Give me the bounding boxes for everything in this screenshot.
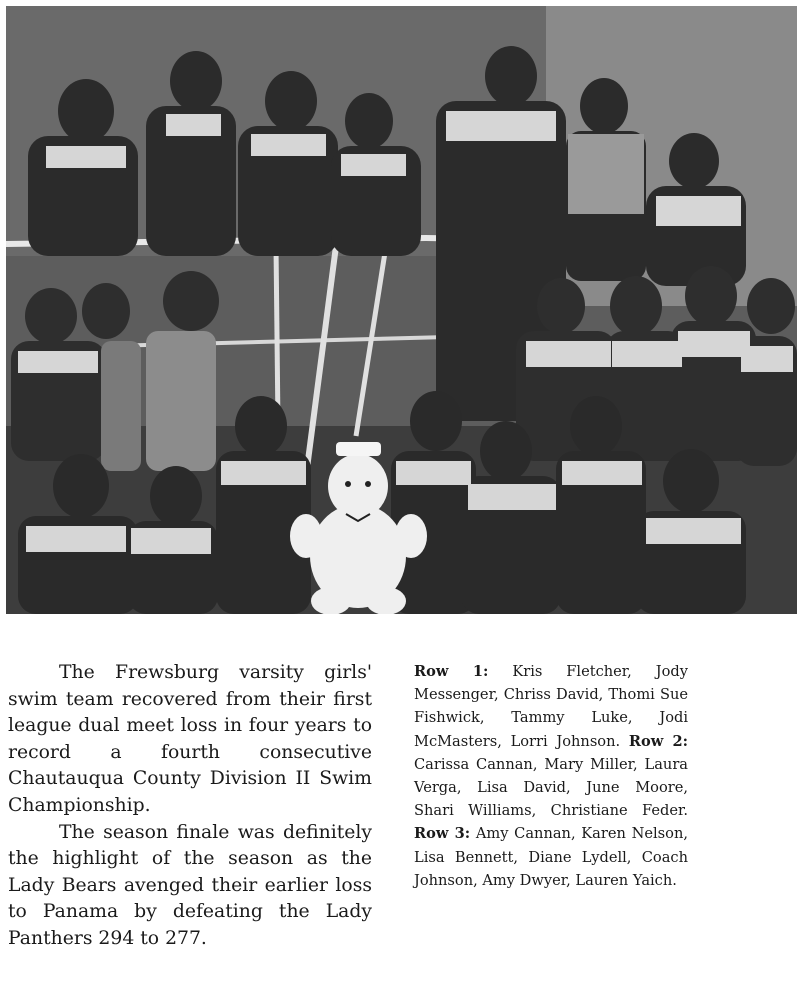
caption-row1-names: Kris Fletcher, Jody Messenger, Chriss David, Thomi Sue Fishwick, Tammy Luke, Jodi McMasters, Lorri Johnson. — [414, 663, 688, 750]
caption-row3-names: Amy Cannan, Karen Nelson, Lisa Bennett, Diane Lydell, Coach Johnson, Amy Dwyer, Lauren Yaich. — [414, 825, 688, 889]
caption-row2-names: Carissa Cannan, Mary Miller, Laura Verga, Lisa David, June Moore, Shari Williams, Christiane Feder. — [414, 755, 688, 820]
caption-row1-label: Row 1: — [414, 663, 489, 680]
caption-row2-label: Row 2: — [628, 732, 688, 750]
caption-row3-label: Row 3: — [414, 825, 471, 843]
photo-caption — [414, 660, 688, 892]
team-photo — [6, 6, 797, 614]
story-paragraph-1: The Frewsburg varsity girls' swim team recovered from their first league dual meet loss in four years to record a fourth consecutive Chautauqua County Division II Swim Championship. — [8, 662, 372, 816]
story-column — [8, 660, 372, 953]
story-paragraph-2: The season finale was definitely the highlight of the season as the Lady Bears avenged their earlier loss to Panama by defeating the Lady Panthers 294 to 277. — [8, 821, 372, 949]
team-photo-icon — [6, 6, 797, 614]
